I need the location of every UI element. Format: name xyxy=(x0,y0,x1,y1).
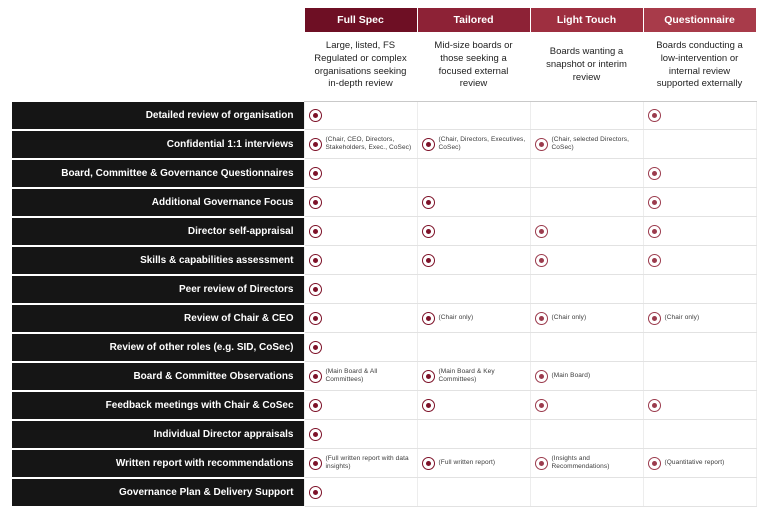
table-row xyxy=(12,333,756,362)
matrix-cell xyxy=(643,246,756,275)
matrix-cell xyxy=(304,478,417,507)
table-row xyxy=(12,102,756,130)
matrix-cell xyxy=(417,362,530,391)
target-icon xyxy=(648,196,661,209)
target-icon xyxy=(535,138,548,151)
matrix-cell xyxy=(643,102,756,130)
matrix-cell xyxy=(417,246,530,275)
target-icon xyxy=(422,196,435,209)
cell-note: (Chair only) xyxy=(438,314,474,322)
matrix-cell xyxy=(530,362,643,391)
cell-note: (Chair only) xyxy=(664,314,700,322)
table-row xyxy=(12,188,756,217)
cell-note: (Chair, selected Directors, CoSec) xyxy=(551,136,629,152)
matrix-cell xyxy=(643,449,756,478)
table-body xyxy=(12,102,756,507)
description-corner-cell xyxy=(12,32,304,102)
matrix-cell xyxy=(304,130,417,159)
column-description: Boards wanting a snapshot or interim review xyxy=(530,32,643,102)
matrix-cell xyxy=(530,449,643,478)
cell-note: (Chair only) xyxy=(551,314,587,322)
column-description: Large, listed, FS Regulated or complex organisations seeking in-depth review xyxy=(304,32,417,102)
matrix-cell xyxy=(304,275,417,304)
target-icon xyxy=(648,312,661,325)
row-label: Director self-appraisal xyxy=(12,217,304,246)
matrix-cell xyxy=(304,420,417,449)
row-label: Board & Committee Observations xyxy=(12,362,304,391)
target-icon xyxy=(309,254,322,267)
table-row xyxy=(12,391,756,420)
target-icon xyxy=(309,457,322,470)
target-icon xyxy=(535,457,548,470)
target-icon xyxy=(422,225,435,238)
row-label: Confidential 1:1 interviews xyxy=(12,130,304,159)
table-row xyxy=(12,159,756,188)
matrix-cell xyxy=(304,449,417,478)
cell-note: (Full written report with data insights) xyxy=(325,455,409,471)
target-icon xyxy=(309,312,322,325)
target-icon xyxy=(535,225,548,238)
matrix-cell xyxy=(417,159,530,188)
table-row xyxy=(12,217,756,246)
matrix-cell xyxy=(643,478,756,507)
row-label: Governance Plan & Delivery Support xyxy=(12,478,304,507)
matrix-cell xyxy=(530,478,643,507)
table-row xyxy=(12,275,756,304)
matrix-cell xyxy=(417,333,530,362)
target-icon xyxy=(309,225,322,238)
cell-note: (Chair, CEO, Directors, Stakeholders, Exec., CoSec) xyxy=(325,136,412,152)
row-label: Detailed review of organisation xyxy=(12,102,304,130)
target-icon xyxy=(648,254,661,267)
target-icon xyxy=(309,283,322,296)
target-icon xyxy=(309,399,322,412)
target-icon xyxy=(309,486,322,499)
matrix-cell xyxy=(417,478,530,507)
cell-note: (Main Board & Key Committees) xyxy=(438,368,495,384)
cell-note: (Quantitative report) xyxy=(664,459,725,467)
matrix-cell xyxy=(304,159,417,188)
target-icon xyxy=(422,138,435,151)
matrix-cell xyxy=(530,246,643,275)
matrix-cell xyxy=(530,391,643,420)
target-icon xyxy=(309,109,322,122)
row-label: Review of Chair & CEO xyxy=(12,304,304,333)
target-icon xyxy=(309,370,322,383)
matrix-cell xyxy=(304,188,417,217)
matrix-cell xyxy=(417,391,530,420)
matrix-cell xyxy=(417,217,530,246)
row-label: Review of other roles (e.g. SID, CoSec) xyxy=(12,333,304,362)
row-label: Skills & capabilities assessment xyxy=(12,246,304,275)
cell-note: (Insights and Recommendations) xyxy=(551,455,610,471)
matrix-cell xyxy=(643,130,756,159)
target-icon xyxy=(422,312,435,325)
matrix-cell xyxy=(417,275,530,304)
matrix-cell xyxy=(304,391,417,420)
table-row xyxy=(12,304,756,333)
matrix-cell xyxy=(530,420,643,449)
target-icon xyxy=(309,138,322,151)
target-icon xyxy=(309,428,322,441)
matrix-cell xyxy=(304,362,417,391)
matrix-cell xyxy=(643,304,756,333)
matrix-cell xyxy=(643,420,756,449)
matrix-cell xyxy=(643,159,756,188)
cell-note: (Main Board & All Committees) xyxy=(325,368,378,384)
target-icon xyxy=(309,167,322,180)
matrix-cell xyxy=(643,362,756,391)
row-label: Written report with recommendations xyxy=(12,449,304,478)
service-comparison-table xyxy=(12,8,757,508)
matrix-cell xyxy=(530,217,643,246)
matrix-cell xyxy=(530,102,643,130)
target-icon xyxy=(648,225,661,238)
matrix-cell xyxy=(530,188,643,217)
target-icon xyxy=(648,457,661,470)
target-icon xyxy=(648,109,661,122)
column-header: Light Touch xyxy=(530,8,643,32)
row-label: Board, Committee & Governance Questionnaires xyxy=(12,159,304,188)
matrix-cell xyxy=(417,130,530,159)
target-icon xyxy=(422,399,435,412)
matrix-cell xyxy=(643,391,756,420)
table-row xyxy=(12,449,756,478)
cell-note: (Chair, Directors, Executives, CoSec) xyxy=(438,136,526,152)
target-icon xyxy=(648,167,661,180)
table-row xyxy=(12,420,756,449)
matrix-cell xyxy=(417,304,530,333)
cell-note: (Full written report) xyxy=(438,459,496,467)
matrix-cell xyxy=(304,333,417,362)
matrix-cell xyxy=(304,304,417,333)
target-icon xyxy=(309,341,322,354)
matrix-cell xyxy=(417,449,530,478)
header-corner-cell xyxy=(12,8,304,32)
matrix-cell xyxy=(643,333,756,362)
column-description: Boards conducting a low-intervention or internal review supported externally xyxy=(643,32,756,102)
matrix-cell xyxy=(643,275,756,304)
target-icon xyxy=(422,254,435,267)
target-icon xyxy=(535,254,548,267)
matrix-cell xyxy=(304,102,417,130)
target-icon xyxy=(648,399,661,412)
matrix-cell xyxy=(417,188,530,217)
matrix-cell xyxy=(304,217,417,246)
cell-note: (Main Board) xyxy=(551,372,591,380)
matrix-cell xyxy=(304,246,417,275)
table-row xyxy=(12,362,756,391)
table-header-row xyxy=(12,8,756,32)
matrix-cell xyxy=(530,130,643,159)
table-description-row xyxy=(12,32,756,102)
target-icon xyxy=(309,196,322,209)
column-description: Mid-size boards or those seeking a focused external review xyxy=(417,32,530,102)
target-icon xyxy=(535,370,548,383)
table-row xyxy=(12,130,756,159)
row-label: Individual Director appraisals xyxy=(12,420,304,449)
matrix-cell xyxy=(417,102,530,130)
target-icon xyxy=(422,457,435,470)
column-header: Questionnaire xyxy=(643,8,756,32)
row-label: Feedback meetings with Chair & CoSec xyxy=(12,391,304,420)
column-header: Tailored xyxy=(417,8,530,32)
matrix-cell xyxy=(530,159,643,188)
column-header: Full Spec xyxy=(304,8,417,32)
matrix-cell xyxy=(530,333,643,362)
row-label: Peer review of Directors xyxy=(12,275,304,304)
target-icon xyxy=(535,399,548,412)
target-icon xyxy=(535,312,548,325)
table-row xyxy=(12,246,756,275)
matrix-cell xyxy=(417,420,530,449)
matrix-cell xyxy=(643,217,756,246)
table-row xyxy=(12,478,756,507)
row-label: Additional Governance Focus xyxy=(12,188,304,217)
matrix-cell xyxy=(530,304,643,333)
target-icon xyxy=(422,370,435,383)
matrix-cell xyxy=(530,275,643,304)
matrix-cell xyxy=(643,188,756,217)
